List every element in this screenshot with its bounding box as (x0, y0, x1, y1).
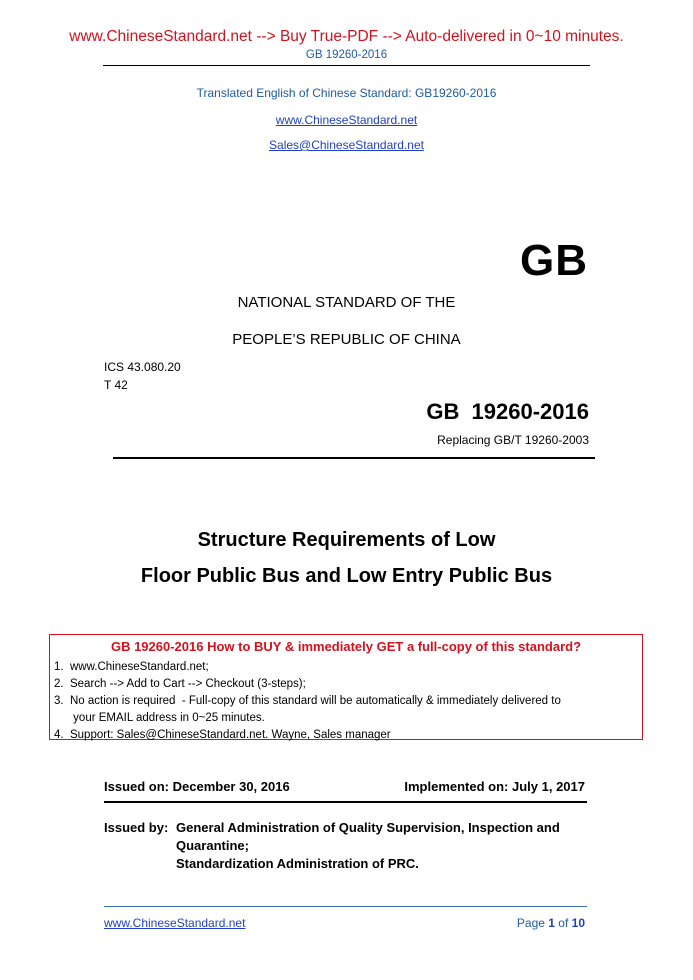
page-prefix: Page (516, 916, 549, 930)
issued-by-label: Issued by: (104, 820, 169, 835)
title-divider (113, 457, 595, 459)
document-title-line1: Structure Requirements of Low (197, 529, 496, 551)
page-total: 10 (571, 916, 585, 930)
national-standard-line1: NATIONAL STANDARD OF THE (237, 294, 456, 311)
sales-email-link[interactable]: Sales@ChineseStandard.net (269, 138, 424, 152)
buy-steps-list (54, 659, 561, 744)
header-standard-code: GB 19260-2016 (305, 49, 388, 61)
buy-step: 1. www.ChineseStandard.net; (54, 661, 209, 673)
issuer-1-continued: Quarantine; (176, 838, 249, 853)
buy-step: 2. Search --> Add to Cart --> Checkout (3-steps); (54, 678, 306, 690)
site-link-row (0, 111, 693, 129)
footer-site-link[interactable]: www.ChineseStandard.net (104, 916, 246, 930)
page-indicator (517, 916, 585, 930)
page-current: 1 (548, 916, 555, 930)
buy-step: your EMAIL address in 0~25 minutes. (54, 712, 265, 724)
promo-banner: www.ChineseStandard.net --> Buy True-PDF --> Auto-delivered in 0~10 minutes. (69, 28, 624, 45)
header-divider (103, 65, 590, 66)
buy-box-heading: GB 19260-2016 How to BUY & immediately GET a full-copy of this standard? (110, 639, 582, 654)
buy-instructions-box (49, 634, 643, 740)
issuer-2: Standardization Administration of PRC. (176, 856, 419, 871)
ics-code: ICS 43.080.20 (104, 360, 181, 374)
national-standard-line2: PEOPLE’S REPUBLIC OF CHINA (232, 331, 461, 348)
replacing-note: Replacing GB/T 19260-2003 (437, 433, 589, 447)
gb-mark: GB (520, 236, 588, 285)
classification-code: T 42 (104, 378, 128, 392)
standard-number: GB 19260-2016 (426, 399, 589, 424)
issuer-1: General Administration of Quality Supervision, Inspection and (176, 820, 560, 835)
site-link[interactable]: www.ChineseStandard.net (275, 113, 418, 127)
translation-note: Translated English of Chinese Standard: GB19260-2016 (196, 86, 497, 100)
issued-on-date: Issued on: December 30, 2016 (104, 779, 290, 794)
footer-divider (104, 906, 587, 907)
dates-divider (104, 801, 587, 803)
document-title-line2: Floor Public Bus and Low Entry Public Bus (140, 565, 553, 587)
buy-step: 4. Support: Sales@ChineseStandard.net. Wayne, Sales manager (54, 729, 391, 741)
sales-link-row (0, 136, 693, 154)
implemented-on-date: Implemented on: July 1, 2017 (404, 779, 585, 794)
page-mid: of (554, 916, 572, 930)
buy-step: 3. No action is required - Full-copy of this standard will be automatically & immediately delivered to (54, 695, 561, 707)
